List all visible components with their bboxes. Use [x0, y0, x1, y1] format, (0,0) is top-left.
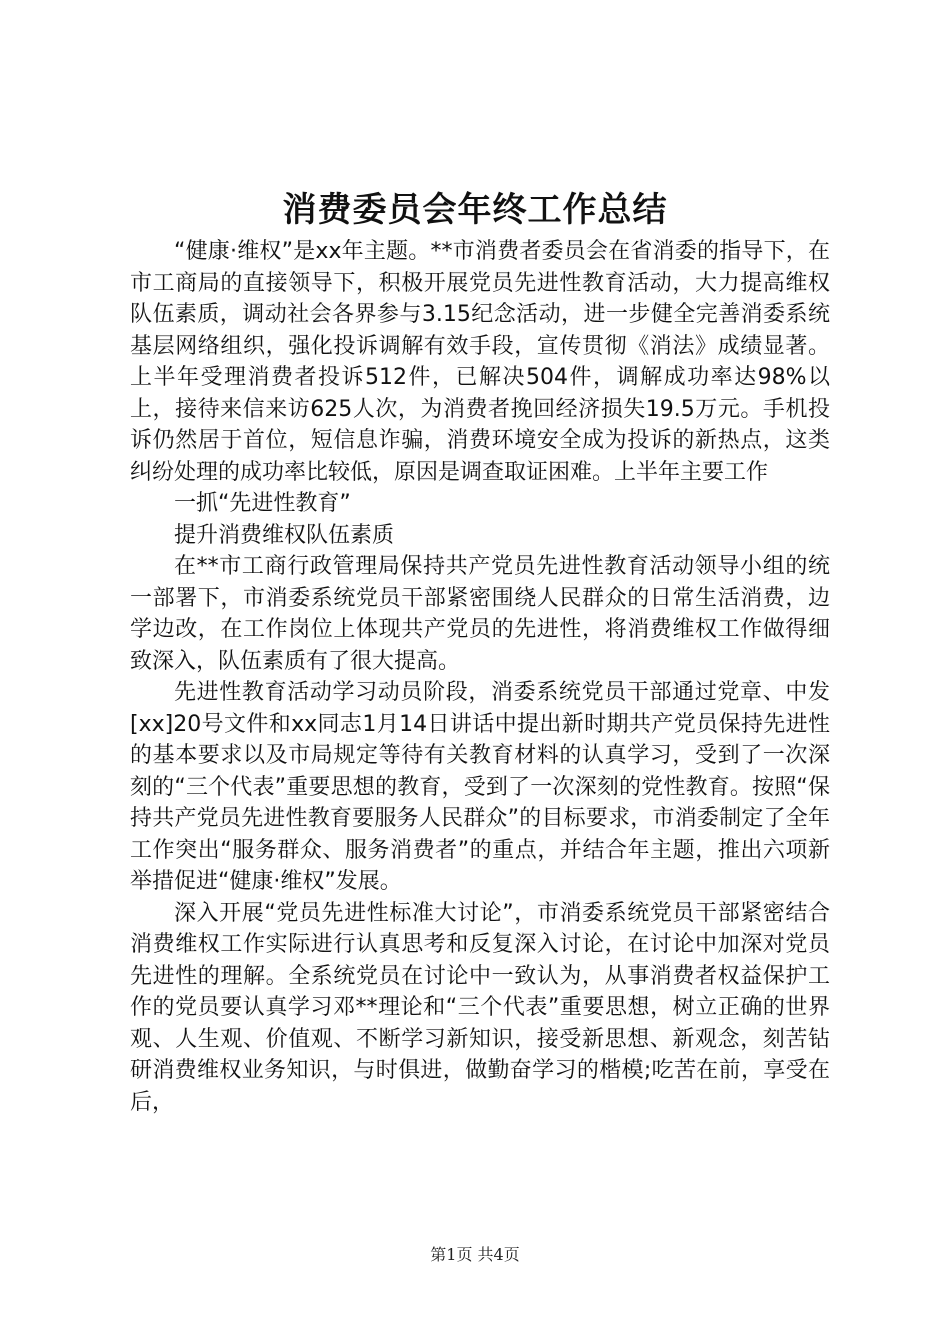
paragraph-body-3: 深入开展“党员先进性标准大讨论”，市消委系统党员干部紧密结合消费维权工作实际进行认真思考和反复深入讨论，在讨论中加深对党员先进性的理解。全系统党员在讨论中一致认为，从事消费者权益保护工作的党员要认真学习邓**理论和“三个代表”重要思想，树立正确的世界观、人生观、价值观、不断学习新知识，接受新思想、新观念，刻苦钻研消费维权业务知识，与时俱进，做勤奋学习的楷模;吃苦在前，享受在后， — [130, 900, 830, 1115]
document-body — [130, 236, 830, 1118]
page-number-footer: 第1页 共4页 — [430, 1245, 520, 1264]
document-title: 消费委员会年终工作总结 — [282, 190, 668, 230]
paragraph-heading-2: 提升消费维权队伍素质 — [174, 522, 395, 548]
paragraph-heading-1: 一抓“先进性教育” — [174, 491, 351, 516]
paragraph-body-1: 在**市工商行政管理局保持共产党员先进性教育活动领导小组的统一部署下，市消委系统党员干部紧密围绕人民群众的日常生活消费，边学边改，在工作岗位上体现共产党员的先进性，将消费维权工作做得细致深入，队伍素质有了很大提高。 — [130, 554, 830, 674]
paragraph-intro: “健康·维权”是xx年主题。**市消费者委员会在省消委的指导下，在市工商局的直接领导下，积极开展党员先进性教育活动，大力提高维权队伍素质，调动社会各界参与3.15纪念活动，进一步健全完善消委系统基层网络组织，强化投诉调解有效手段，宣传贯彻《消法》成绩显著。上半年受理消费者投诉512件，已解决504件，调解成功率达98%以上，接待来信来访625人次，为消费者挽回经济损失19.5万元。手机投诉仍然居于首位，短信息诈骗，消费环境安全成为投诉的新热点，这类纠纷处理的成功率比较低，原因是调查取证困难。上半年主要工作 — [130, 239, 830, 485]
paragraph-body-2: 先进性教育活动学习动员阶段，消委系统党员干部通过党章、中发[xx]20号文件和xx同志1月14日讲话中提出新时期共产党员保持先进性的基本要求以及市局规定等待有关教育材料的认真学习，受到了一次深刻的“三个代表”重要思想的教育，受到了一次深刻的党性教育。按照“保持共产党员先进性教育要服务人民群众”的目标要求，市消委制定了全年工作突出“服务群众、服务消费者”的重点，并结合年主题，推出六项新举措促进“健康·维权”发展。 — [130, 680, 830, 894]
